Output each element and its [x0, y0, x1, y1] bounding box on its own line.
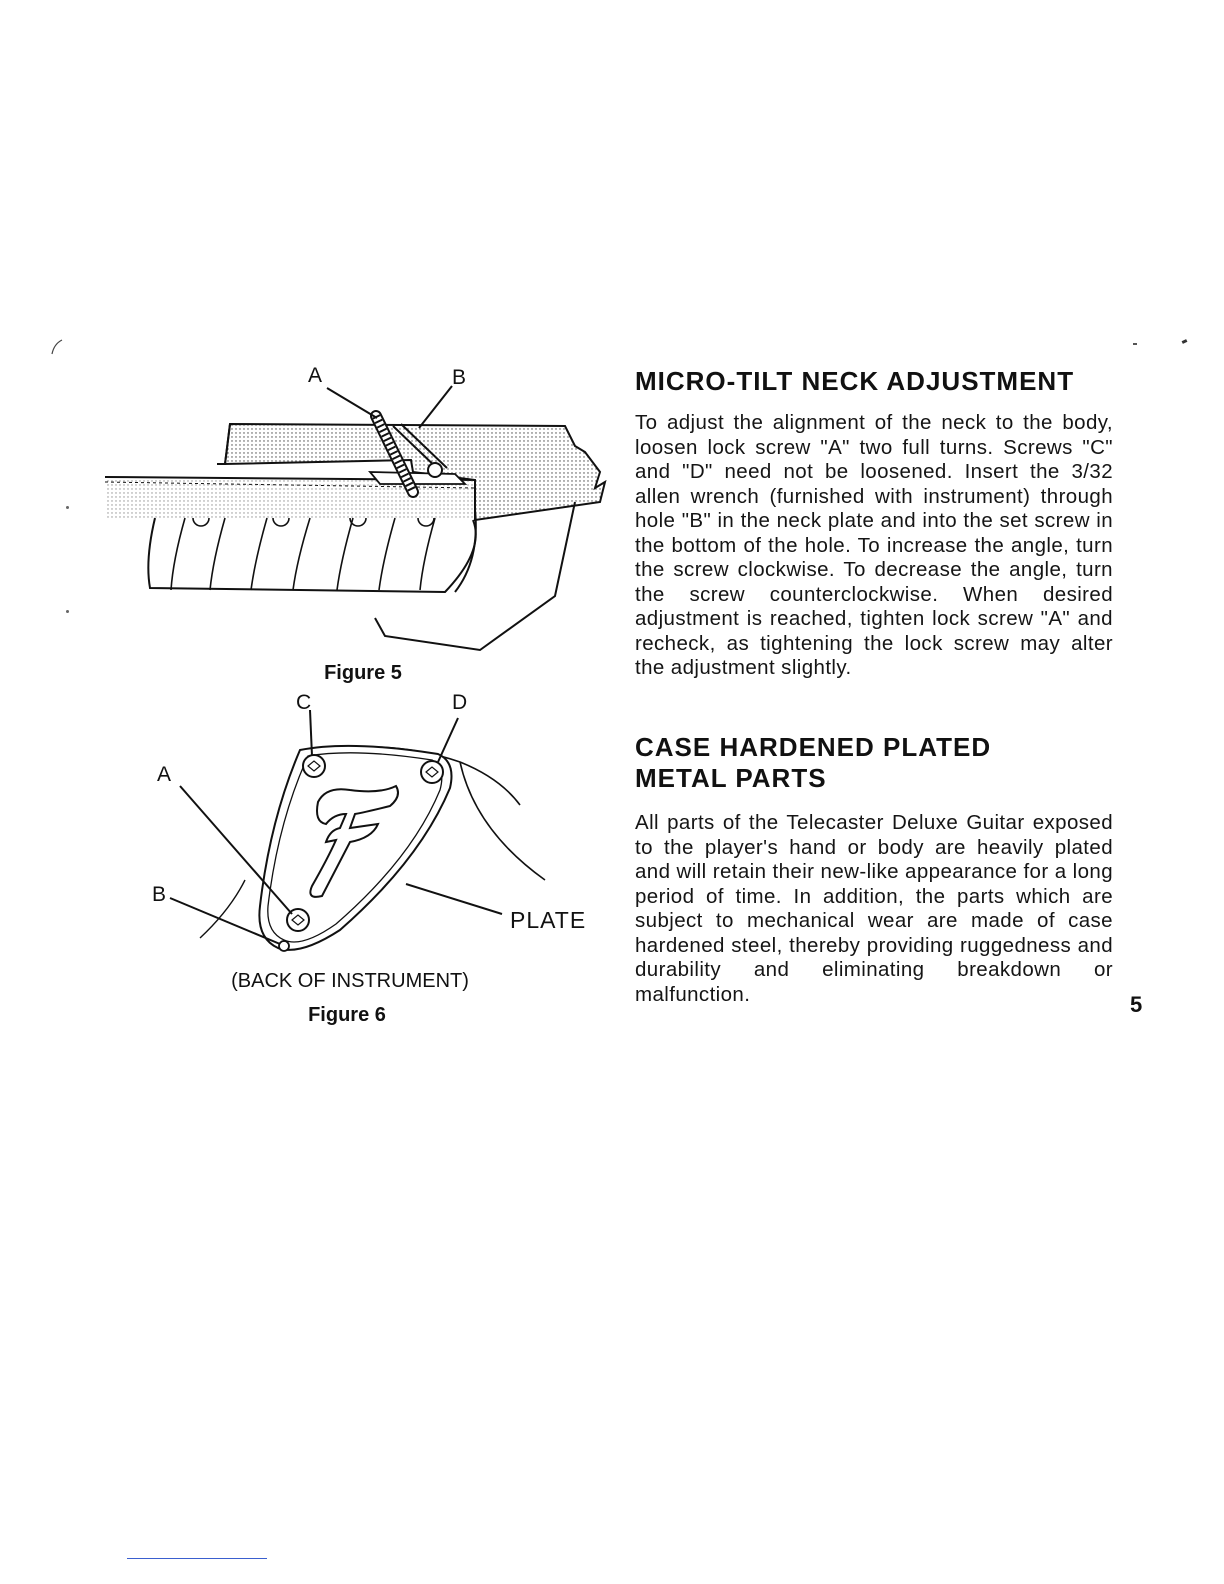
figure-5-illustration	[95, 360, 615, 660]
section-1-title: MICRO-TILT NECK ADJUSTMENT	[635, 366, 1075, 396]
figure-6-label-b: B	[152, 883, 167, 906]
figure-6-label-d: D	[452, 691, 468, 714]
scan-speck	[1133, 343, 1137, 345]
figure-6-label-a: A	[157, 763, 172, 786]
section-2-body: All parts of the Telecaster Deluxe Guitar exposed to the player's hand or body are heavily plated and will retain their new-like appearance for a long period of time. In addition, the parts which are subject to mechanical wear are made of case hardened steel, thereby providing ruggedness and durability and eliminating breakdown or malfunction.	[635, 811, 1113, 1006]
figure-6-subcaption: (BACK OF INSTRUMENT)	[231, 970, 469, 992]
section-2-title-line-2: METAL PARTS	[635, 763, 827, 793]
footer-rule	[127, 1558, 267, 1559]
figure-5-label-a: A	[308, 364, 323, 387]
scan-speck	[66, 610, 69, 613]
section-2-title	[635, 732, 1115, 794]
section-1-body: To adjust the alignment of the neck to the body, loosen lock screw "A" two full turns. Screws "C" and "D" need not be loosened. Insert the 3/32 allen wrench (furnished with instrument) through hole "B" in the neck plate and into the set screw in the bottom of the hole. To increase the angle, turn the screw clockwise. To decrease the angle, turn the screw counterclockwise. When desired adjustment is reached, tighten lock screw "A" and recheck, as tightening the lock screw may alter the adjustment slightly.	[635, 411, 1113, 679]
scan-mark	[48, 336, 68, 358]
section-2-title-line-1: CASE HARDENED PLATED	[635, 732, 992, 762]
figure-6-label-c: C	[296, 691, 312, 714]
scan-speck	[66, 506, 69, 509]
figure-6-label-plate: PLATE	[510, 907, 587, 933]
page-number: 5	[1130, 992, 1143, 1017]
figure-5-label-b: B	[452, 366, 467, 389]
figure-6-caption: Figure 6	[308, 1004, 386, 1026]
scan-speck	[1182, 339, 1188, 344]
figure-5-caption: Figure 5	[324, 662, 402, 684]
